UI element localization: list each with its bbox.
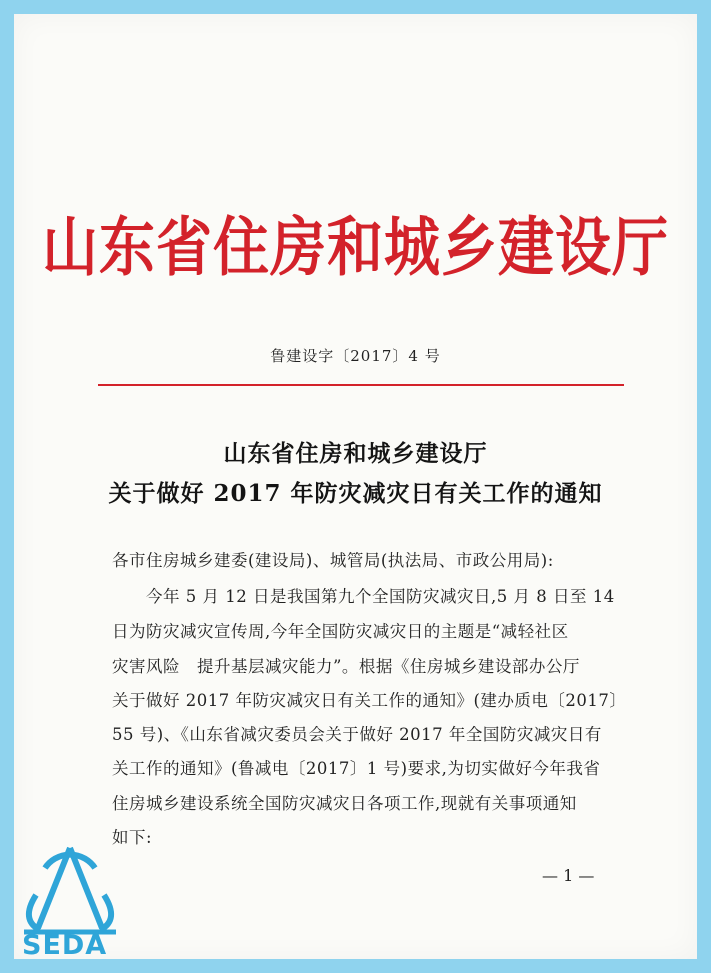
seda-watermark-text: SEDA bbox=[22, 930, 108, 961]
body-line: 55 号)、《山东省减灾委员会关于做好 2017 年全国防灾减灾日有 bbox=[112, 725, 602, 744]
body-line: 关工作的通知》(鲁减电〔2017〕1 号)要求,为切实做好今年我省 bbox=[112, 759, 601, 778]
body-line: 灾害风险 提升基层减灾能力”。根据《住房城乡建设部办公厅 bbox=[112, 657, 580, 676]
notice-heading-line2: 关于做好 2017 年防灾减灾日有关工作的通知 bbox=[108, 480, 603, 507]
issuing-org-title: 山东省住房和城乡建设厅 bbox=[42, 209, 669, 286]
document-number: 鲁建设字〔2017〕4 号 bbox=[270, 347, 441, 365]
notice-heading-line1: 山东省住房和城乡建设厅 bbox=[223, 440, 488, 467]
body-line: 关于做好 2017 年防灾减灾日有关工作的通知》(建办质电〔2017〕 bbox=[112, 691, 627, 710]
body-line: 日为防灾减灾宣传周,今年全国防灾减灾日的主题是“减轻社区 bbox=[112, 622, 569, 641]
page-number: — 1 — bbox=[542, 866, 595, 885]
body-line: 各市住房城乡建委(建设局)、城管局(执法局、市政公用局): bbox=[112, 551, 554, 570]
body-line: 今年 5 月 12 日是我国第九个全国防灾减灾日,5 月 8 日至 14 bbox=[112, 587, 615, 606]
document-page bbox=[14, 14, 697, 959]
red-divider-line bbox=[98, 384, 624, 386]
body-line: 住房城乡建设系统全国防灾减灾日各项工作,现就有关事项通知 bbox=[112, 794, 577, 813]
body-line: 如下: bbox=[112, 828, 153, 847]
